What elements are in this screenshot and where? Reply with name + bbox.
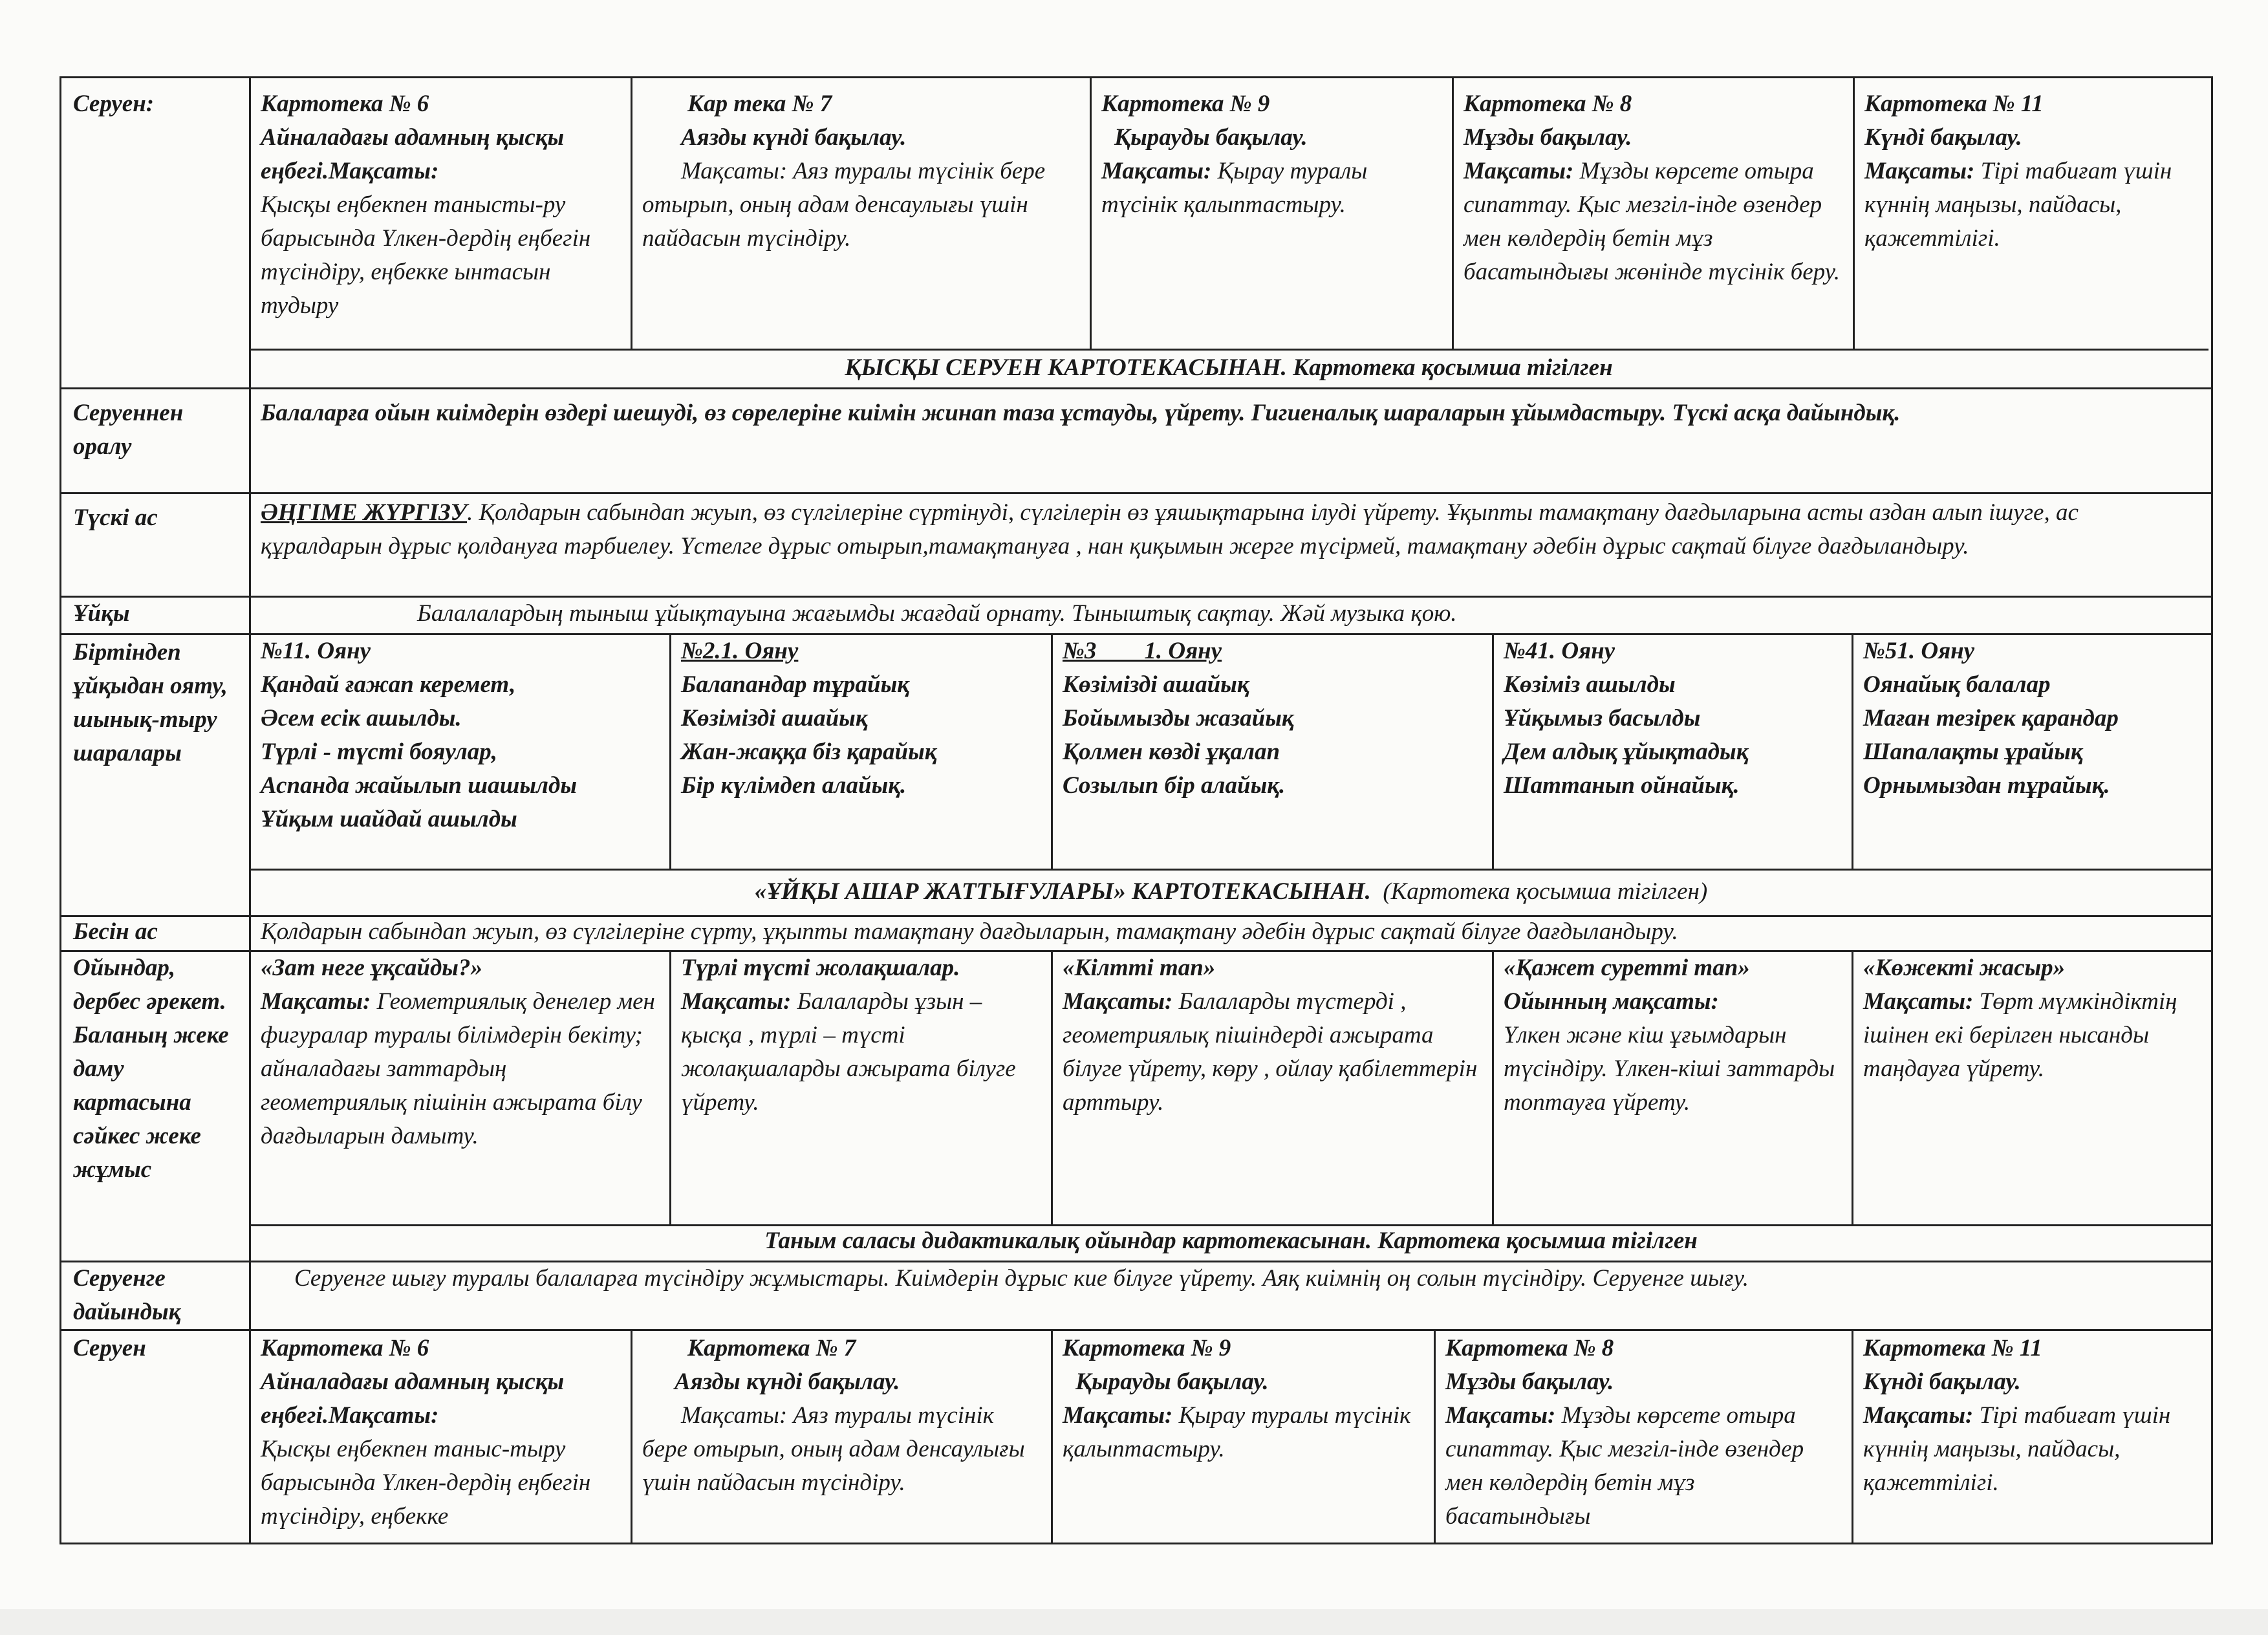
card-subtitle: Күнді бақылау.	[1863, 1369, 2021, 1395]
poem-title: №3 1. Ояну	[1063, 638, 1222, 664]
card-text: Мұзды көрсете отыра сипаттау. Қыс мезгіл-інде өзендер мен көлдердің бетін мұз басатындығы	[1445, 1402, 1804, 1530]
dayyndyq-text: Серуенге шығу туралы балаларға түсіндіру жұмыстары. Киімдерін дұрыс кие білуге үйрету. Аяқ киімнің оң солын түсіндіру. Серуенге шығу.	[294, 1265, 1749, 1292]
game-card-3	[1051, 950, 1492, 1224]
card-text: Қырау туралы түсінік қалыптастыру.	[1101, 158, 1368, 218]
game-title: Түрлі түсті жолақшалар.	[681, 955, 960, 981]
serun2-card-11	[1852, 1329, 2213, 1544]
card-title: Картотека № 8	[1445, 1335, 1614, 1361]
poem-line: Ұйқымыз басылды	[1504, 705, 1701, 731]
poem-line: Әсем есік ашылды.	[261, 705, 462, 731]
game-text: Үлкен және кіш ұғымдарын түсіндіру. Үлкен-кіші заттарды топтауға үйрету.	[1504, 1022, 1835, 1116]
goal-label: Мақсаты:	[261, 988, 371, 1015]
poem-title: №41. Ояну	[1504, 638, 1615, 664]
game-text: Балаларды түстерді , геометриялық пішіндерді ажырата білуге үйрету, көру , ойлау қабілеттерін арттыру.	[1063, 988, 1478, 1116]
poem-line: Көзіміз ашылды	[1504, 671, 1676, 698]
card-subtitle: Мұзды бақылау.	[1463, 124, 1632, 151]
uiqy-text: Балалалардың тыныш ұйықтауына жағымды жағдай орнату. Тыныштық сақтау. Жәй музыка қою.	[417, 600, 1457, 627]
oyatu-poem-2	[669, 633, 1051, 869]
game-title: «Кілтті тап»	[1063, 955, 1216, 981]
game-card-2	[669, 950, 1051, 1224]
poem-line: Түрлі - түсті бояулар,	[261, 739, 498, 765]
card-text: Тірі табиғат үшін күннің маңызы, пайдасы, қажеттілігі.	[1863, 1402, 2171, 1496]
card-subtitle: Айналадағы адамның қысқы еңбегі.Мақсаты:	[261, 1369, 565, 1429]
poem-title: №51. Ояну	[1863, 638, 1975, 664]
serun-card-8	[1452, 78, 1853, 349]
card-text: Мұзды көрсете отыра сипаттау. Қыс мезгіл-інде өзендер мен көлдердің бетін мұз басатындығы жөнінде түсінік беру.	[1463, 158, 1840, 285]
poem-line: Бойымызды жазайық	[1063, 705, 1294, 731]
goal-label: Мақсаты:	[1864, 158, 1975, 184]
poem-title: №2.1. Ояну	[681, 638, 799, 664]
card-text: Қысқы еңбекпен таныс-тыру барысында Үлкен-дердің еңбегін түсіндіру, еңбекке	[261, 1436, 591, 1530]
card-subtitle: Айналадағы адамның қысқы еңбегі.Мақсаты:	[261, 124, 565, 184]
goal-label: Мақсаты:	[1063, 1402, 1173, 1429]
game-text: Төрт мүмкіндіктің ішінен екі берілген нысанды таңдауға үйрету.	[1863, 988, 2177, 1082]
besin-text: Қолдарын сабындап жуып, өз сүлгілеріне сүрту, ұқыпты тамақтану дағдыларын, тамақтану әдебін дұрыс сақтай білуге дағдыландыру.	[261, 918, 1678, 945]
row-label-oiyndar: Ойындар, дербес әрекет. Баланың жеке даму картасына сәйкес жеке жұмыс	[73, 955, 229, 1183]
card-subtitle: Аязды күнді бақылау.	[681, 124, 907, 151]
poem-line: Аспанда жайылып шашылды	[261, 772, 578, 799]
serun-card-11	[1853, 78, 2213, 349]
goal-label: Мақсаты:	[1463, 158, 1574, 184]
game-text: Геометриялық денелер мен фигуралар туралы білімдерін бекіту; айналадағы заттардың геометриялық пішінін ажырата білу дағдыларын дамыту.	[261, 988, 655, 1149]
card-title: Картотека № 6	[261, 91, 429, 117]
row-label-oyatu: Біртіндеп ұйқыдан ояту, шынық-тыру шаралары	[73, 639, 228, 766]
card-subtitle: Қырауды бақылау.	[1114, 124, 1308, 151]
card-title: Картотека № 9	[1063, 1335, 1231, 1361]
card-text: Қысқы еңбекпен танысты-ру барысында Үлкен-дердің еңбегін түсіндіру, еңбекке ынтасын тудыру	[261, 191, 591, 319]
goal-label: Мақсаты:	[681, 988, 792, 1015]
oyatu-poem-4	[1492, 633, 1852, 869]
card-title: Картотека № 7	[687, 1335, 856, 1361]
serun2-card-9	[1051, 1329, 1434, 1544]
tuski-text	[249, 492, 2213, 596]
poem-line: Қандай ғажап керемет,	[261, 671, 516, 698]
serun2-card-7	[631, 1329, 1051, 1544]
row-label-besin: Бесін ас	[73, 918, 158, 945]
card-text: Тірі табиғат үшін күннің маңызы, пайдасы, қажеттілігі.	[1864, 158, 2172, 252]
oyatu-poem-1	[249, 633, 669, 869]
oiyndar-bar: Таным саласы дидактикалық ойындар картотекасынан. Картотека қосымша тігілген	[764, 1228, 1698, 1254]
game-title: «Көжекті жасыр»	[1863, 955, 2066, 981]
card-title: Картотека № 11	[1864, 91, 2044, 117]
poem-line: Балапандар тұрайық	[681, 671, 909, 698]
goal-label: Мақсаты:	[1101, 158, 1212, 184]
row-label-serun: Серуен:	[73, 91, 155, 117]
game-card-4	[1492, 950, 1852, 1224]
serun-card-7	[631, 78, 1090, 349]
card-text: Мақсаты: Аяз туралы түсінік бере отырып, оның адам денсаулығы үшін пайдасын түсіндіру.	[642, 158, 1046, 252]
row-label-serun2: Серуен	[73, 1335, 146, 1361]
game-card-5	[1852, 950, 2213, 1224]
card-title: Картотека № 9	[1101, 91, 1270, 117]
poem-line: Бір күлімдеп алайық.	[681, 772, 907, 799]
game-text: Балаларды ұзын – қысқа , түрлі – түсті жолақшаларды ажырата білуге үйрету.	[681, 988, 1016, 1116]
poem-line: Жан-жаққа біз қарайық	[681, 739, 937, 765]
card-text: Мақсаты: Аяз туралы түсінік бере отырып, оның адам денсаулығы үшін пайдасын түсіндіру.	[642, 1402, 1025, 1496]
oyatu-bar-note: (Картотека қосымша тігілген)	[1370, 878, 1708, 905]
goal-label: Мақсаты:	[1863, 988, 1974, 1015]
card-title: Картотека № 8	[1463, 91, 1632, 117]
poem-line: Көзімізді ашайық	[681, 705, 868, 731]
poem-line: Шаттанып ойнайық.	[1504, 772, 1740, 799]
poem-line: Дем алдық ұйықтадық	[1504, 739, 1749, 765]
goal-label: Ойынның мақсаты:	[1504, 988, 1719, 1015]
oyatu-poem-5	[1852, 633, 2213, 869]
oyatu-bar	[249, 869, 2213, 915]
poem-line: Шапалақты ұрайық	[1863, 739, 2083, 765]
oyatu-poem-3	[1051, 633, 1492, 869]
serun2-card-6	[249, 1329, 631, 1544]
poem-line: Оянайық балалар	[1863, 671, 2051, 698]
row-label-tuski: Түскі ас	[73, 504, 158, 531]
game-title: «Зат неге ұқсайды?»	[261, 955, 482, 981]
poem-line: Көзімізді ашайық	[1063, 671, 1249, 698]
card-title: Картотека № 6	[261, 1335, 429, 1361]
serun-card-6	[249, 78, 631, 349]
serun2-card-8	[1434, 1329, 1852, 1544]
poem-line: Қолмен көзді ұқалап	[1063, 739, 1280, 765]
card-text: Қырау туралы түсінік қалыптастыру.	[1063, 1402, 1411, 1462]
card-subtitle: Мұзды бақылау.	[1445, 1369, 1614, 1395]
serun-bar: ҚЫСҚЫ СЕРУЕН КАРТОТЕКАСЫНАН. Картотека қосымша тігілген	[845, 354, 1613, 381]
goal-label: Мақсаты:	[1445, 1402, 1556, 1429]
row-label-uiqy: Ұйқы	[73, 600, 130, 627]
card-subtitle: Аязды күнді бақылау.	[675, 1369, 900, 1395]
card-subtitle: Күнді бақылау.	[1864, 124, 2022, 151]
poem-line: Орнымыздан тұрайық.	[1863, 772, 2110, 799]
card-title: Картотека № 11	[1863, 1335, 2042, 1361]
goal-label: Мақсаты:	[1863, 1402, 1974, 1429]
row-label-dayyndyq: Серуенге дайындық	[73, 1265, 181, 1325]
poem-line: Маған тезірек қарандар	[1863, 705, 2119, 731]
poem-title: №11. Ояну	[261, 638, 371, 664]
tuski-lead: ӘҢГІМЕ ЖҮРГІЗУ	[261, 499, 468, 526]
row-label-oralu: Серуеннен оралу	[73, 400, 184, 460]
goal-label: Мақсаты:	[1063, 988, 1173, 1015]
card-title: Кар тека № 7	[687, 91, 832, 117]
oralu-text: Балаларға ойын киімдерін өздері шешуді, өз сөрелеріне киімін жинап таза ұстауды, үйрету. Гигиеналық шараларын ұйымдастыру. Түскі асқа дайындық.	[261, 400, 1901, 426]
oyatu-bar-title: «ҰЙҚЫ АШАР ЖАТТЫҒУЛАРЫ» КАРТОТЕКАСЫНАН.	[754, 878, 1371, 905]
game-card-1	[249, 950, 669, 1224]
poem-line: Созылып бір алайық.	[1063, 772, 1286, 799]
serun-card-9	[1090, 78, 1452, 349]
game-title: «Қажет суретті тап»	[1504, 955, 1750, 981]
scan-margin	[0, 1609, 2268, 1635]
plan-table	[59, 76, 2213, 1544]
poem-line: Ұйқым шайдай ашылды	[261, 806, 517, 832]
card-subtitle: Қырауды бақылау.	[1075, 1369, 1269, 1395]
tuski-body: . Қолдарын сабындап жуып, өз сүлгілеріне сүртінуді, сүлгілерін өз ұяшықтарына ілуді үйрету. Ұқыпты тамақтану дағдыларына асты аздан алып ішуге, ас құралдарын дұрыс қолдануға тәрбиелеу. Үстелге дұрыс отырып,тамақтануға , нан қиқымын жерге түсірмей, тамақтану әдебін дұрыс сақтай білуге дағдыландыру.	[261, 499, 2079, 559]
